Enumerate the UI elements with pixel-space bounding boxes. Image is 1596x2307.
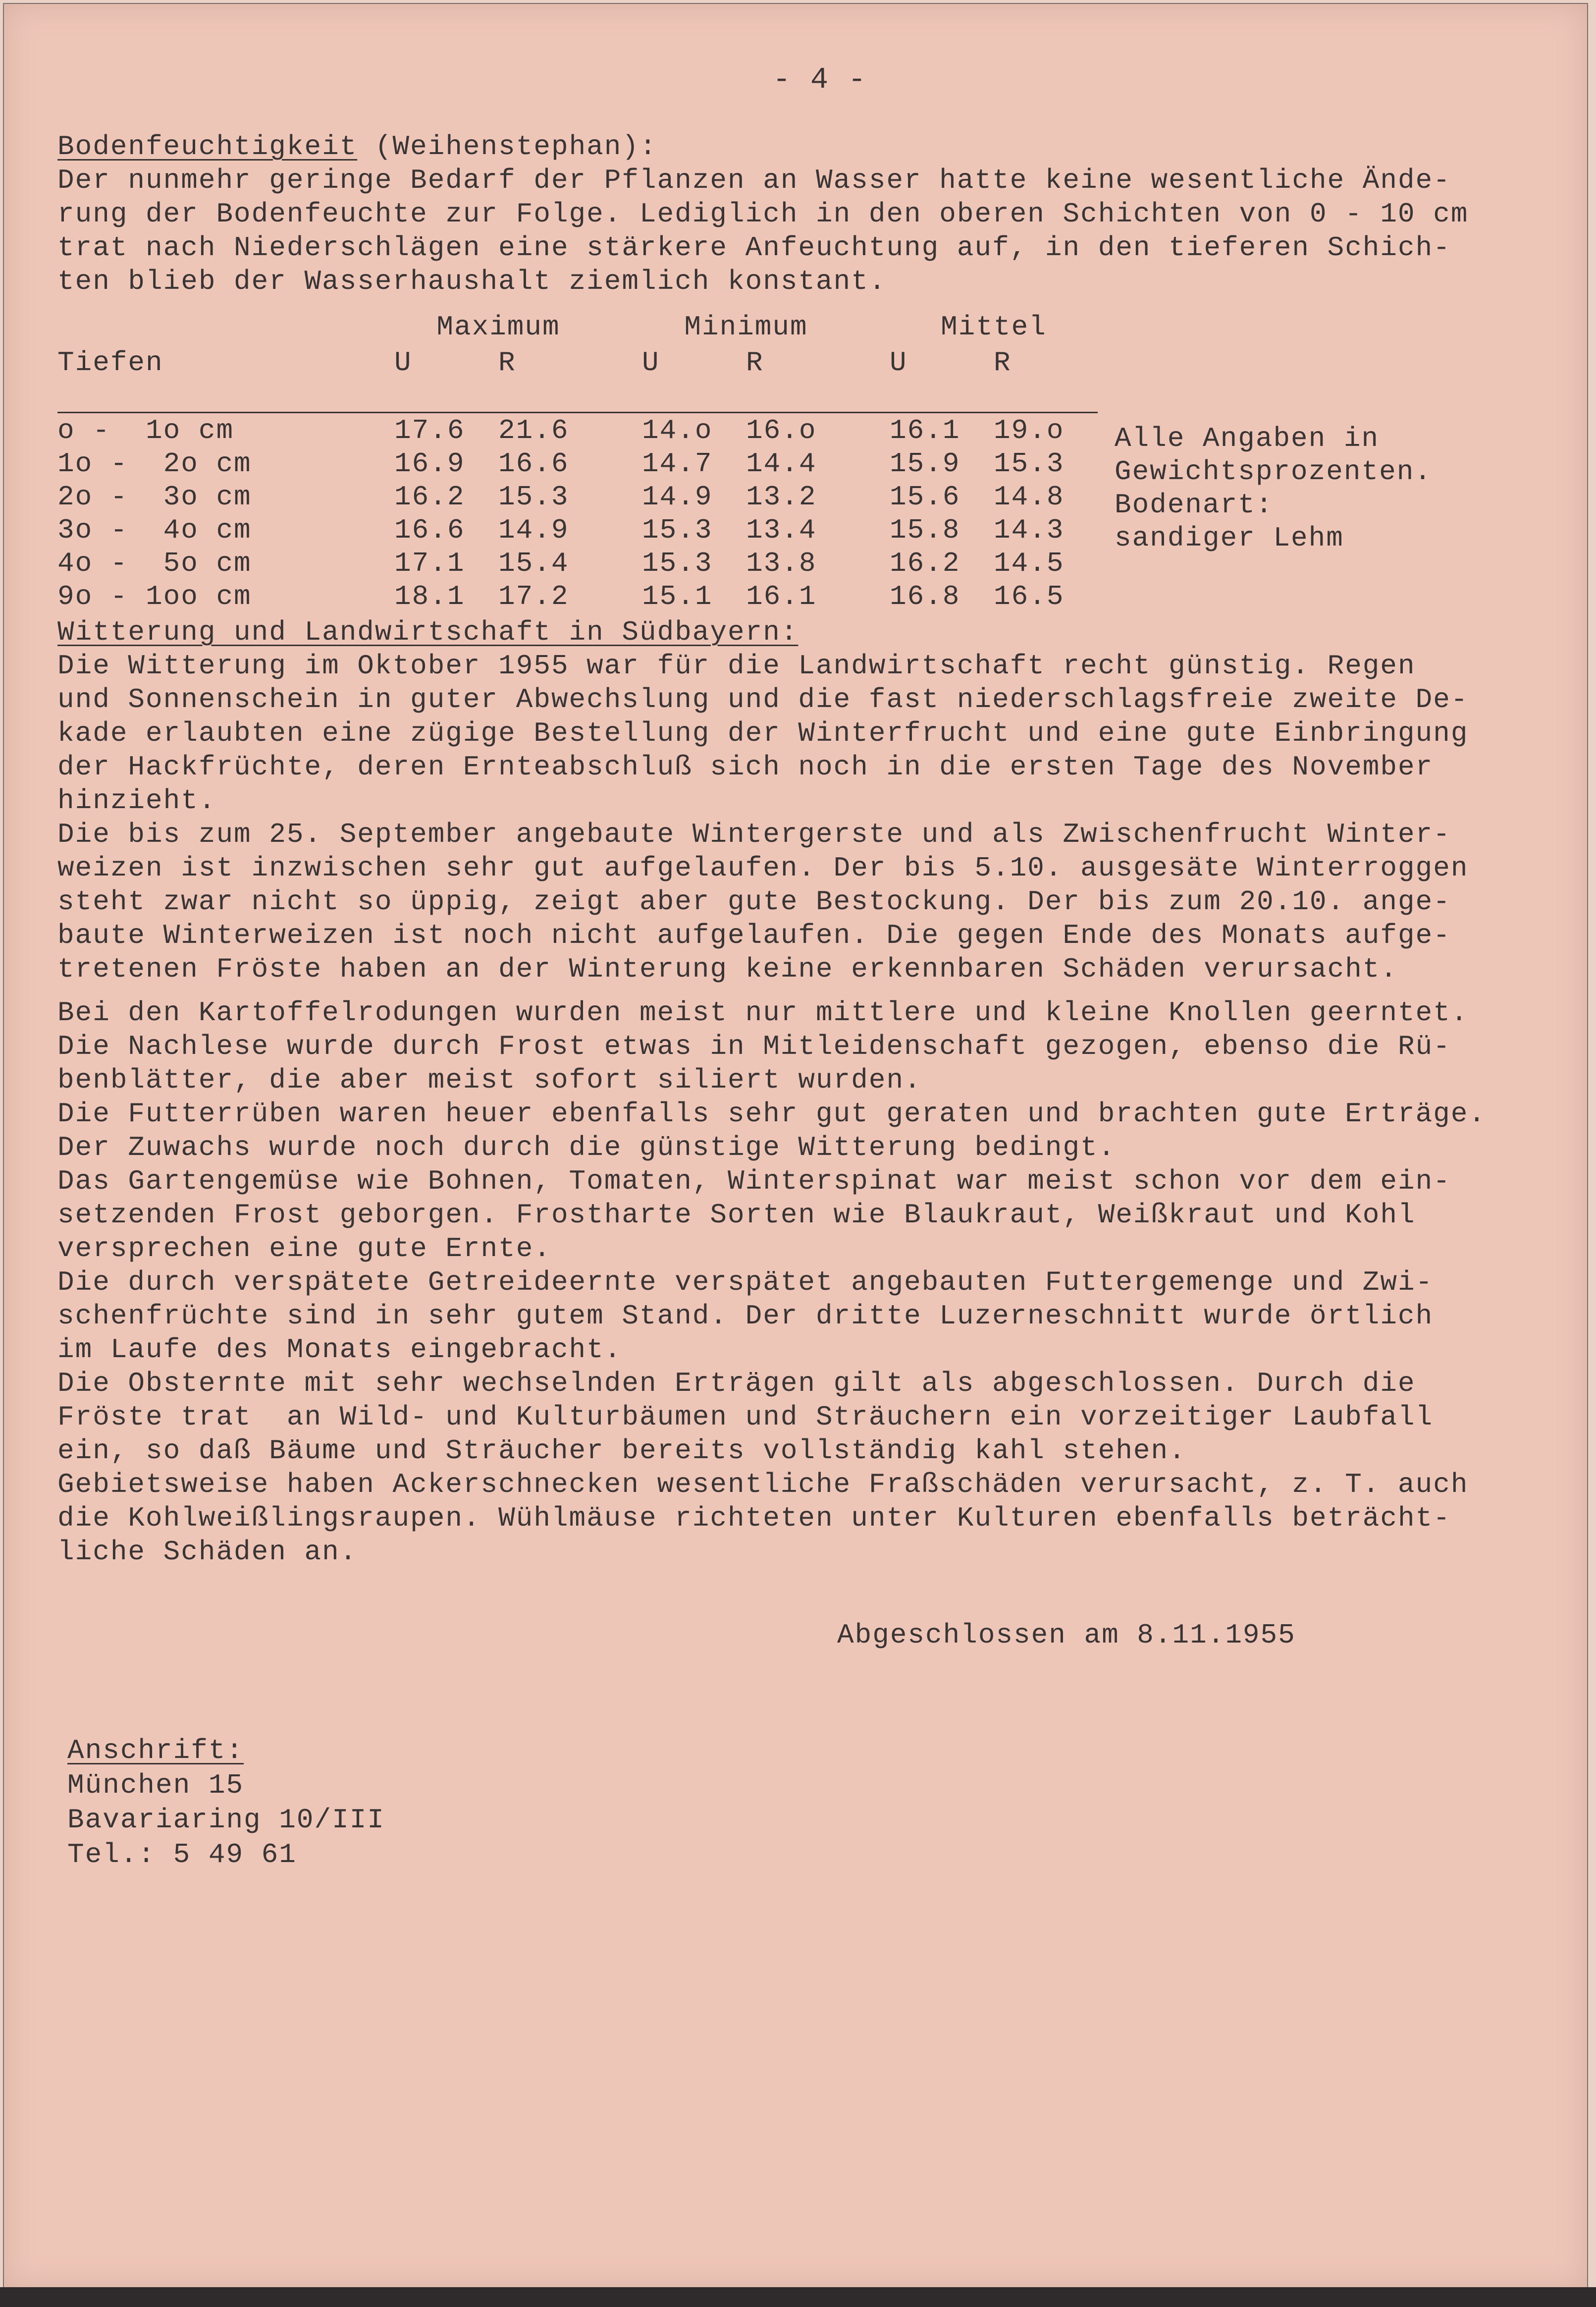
text-line: schenfrüchte sind in sehr gutem Stand. Der dritte Luzerneschnitt wurde örtlich bbox=[57, 1300, 1434, 1332]
table-row bbox=[57, 480, 1098, 513]
address-line: Bavariaring 10/III bbox=[67, 1804, 385, 1836]
text-line: Die Nachlese wurde durch Frost etwas in Mitleidenschaft gezogen, ebenso die Rü- bbox=[57, 1031, 1451, 1062]
text-line: der Hackfrüchte, deren Ernteabschluß sich noch in die ersten Tage des November bbox=[57, 751, 1434, 783]
closing-date: Abgeschlossen am 8.11.1955 bbox=[837, 1619, 1296, 1651]
table-row bbox=[57, 413, 1098, 447]
value-cell: 15.3 bbox=[642, 548, 713, 579]
table-row bbox=[57, 513, 1098, 546]
text-line: baute Winterweizen ist noch nicht aufgelaufen. Die gegen Ende des Monats aufge- bbox=[57, 920, 1451, 951]
address-line: München 15 bbox=[67, 1769, 244, 1801]
text-line: Bei den Kartoffelrodungen wurden meist nur mittlere und kleine Knollen geerntet. bbox=[57, 997, 1469, 1029]
value-cell: 16.9 bbox=[394, 448, 465, 480]
table-note: Alle Angaben in bbox=[1115, 423, 1380, 454]
soil-moisture-heading-line bbox=[57, 130, 1543, 164]
value-cell: 16.2 bbox=[394, 481, 465, 513]
value-cell: 16.2 bbox=[890, 548, 960, 579]
value-cell: 18.1 bbox=[394, 581, 465, 612]
value-cell: 15.3 bbox=[498, 481, 569, 513]
value-cell: 15.6 bbox=[890, 481, 960, 513]
text-line: weizen ist inzwischen sehr gut aufgelaufen. Der bis 5.10. ausgesäte Winterroggen bbox=[57, 852, 1469, 884]
value-cell: 15.4 bbox=[498, 548, 569, 579]
value-cell: 15.3 bbox=[994, 448, 1064, 480]
value-cell: 15.3 bbox=[642, 514, 713, 546]
soil-moisture-heading-suffix: (Weihenstephan): bbox=[357, 131, 657, 163]
depth-cell: 1o - 2o cm bbox=[57, 448, 252, 480]
text-line: rung der Bodenfeuchte zur Folge. Lediglich in den oberen Schichten von 0 - 10 cm bbox=[57, 198, 1469, 230]
text-line: im Laufe des Monats eingebracht. bbox=[57, 1334, 622, 1366]
table-note: sandiger Lehm bbox=[1115, 522, 1344, 554]
text-line: ten blieb der Wasserhaushalt ziemlich konstant. bbox=[57, 266, 887, 297]
value-cell: 15.9 bbox=[890, 448, 960, 480]
value-cell: 17.1 bbox=[394, 548, 465, 579]
value-cell: 15.1 bbox=[642, 581, 713, 612]
value-cell: 16.6 bbox=[498, 448, 569, 480]
table-sub-header-row bbox=[57, 343, 1098, 379]
value-cell: 14.3 bbox=[994, 514, 1064, 546]
depth-cell: 4o - 5o cm bbox=[57, 548, 252, 579]
value-cell: 14.9 bbox=[642, 481, 713, 513]
value-cell: 13.4 bbox=[746, 514, 817, 546]
address-line: Tel.: 5 49 61 bbox=[67, 1839, 297, 1870]
value-cell: 16.5 bbox=[994, 581, 1064, 612]
depth-cell: 9o - 1oo cm bbox=[57, 581, 252, 612]
text-line: setzenden Frost geborgen. Frostharte Sorten wie Blaukraut, Weißkraut und Kohl bbox=[57, 1199, 1416, 1231]
value-cell: 14.4 bbox=[746, 448, 817, 480]
sub-header: R bbox=[498, 347, 516, 379]
value-cell: 15.8 bbox=[890, 514, 960, 546]
sub-header: U bbox=[890, 347, 907, 379]
soil-moisture-table bbox=[57, 307, 1098, 612]
text-line: kade erlaubten eine zügige Bestellung der Winterfrucht und eine gute Einbringung bbox=[57, 717, 1469, 749]
text-line: Die bis zum 25. September angebaute Wintergerste und als Zwischenfrucht Winter- bbox=[57, 819, 1451, 850]
table-row bbox=[57, 546, 1098, 579]
text-line: versprechen eine gute Ernte. bbox=[57, 1233, 551, 1264]
value-cell: 16.6 bbox=[394, 514, 465, 546]
text-line: Das Gartengemüse wie Bohnen, Tomaten, Winterspinat war meist schon vor dem ein- bbox=[57, 1165, 1451, 1197]
value-cell: 14.o bbox=[642, 415, 713, 446]
page-number: - 4 - bbox=[773, 63, 867, 97]
value-cell: 17.2 bbox=[498, 581, 569, 612]
table-row bbox=[57, 579, 1098, 612]
text-line: ein, so daß Bäume und Sträucher bereits vollständig kahl stehen. bbox=[57, 1435, 1186, 1467]
text-line: und Sonnenschein in guter Abwechslung und die fast niederschlagsfreie zweite De- bbox=[57, 684, 1469, 715]
value-cell: 14.5 bbox=[994, 548, 1064, 579]
value-cell: 13.8 bbox=[746, 548, 817, 579]
text-line: Die Obsternte mit sehr wechselnden Erträgen gilt als abgeschlossen. Durch die bbox=[57, 1368, 1416, 1399]
group-header-mittel: Mittel bbox=[941, 311, 1047, 343]
value-cell: 13.2 bbox=[746, 481, 817, 513]
text-line: tretenen Fröste haben an der Winterung keine erkennbaren Schäden verursacht. bbox=[57, 953, 1398, 985]
text-line: benblätter, die aber meist sofort siliert wurden. bbox=[57, 1064, 922, 1096]
table-note: Gewichtsprozenten. bbox=[1115, 456, 1432, 488]
table-note: Bodenart: bbox=[1115, 489, 1274, 521]
value-cell: 16.o bbox=[746, 415, 817, 446]
address-block bbox=[67, 1733, 385, 1872]
value-cell: 16.8 bbox=[890, 581, 960, 612]
scan-border bbox=[0, 2287, 1596, 2307]
text-line: Fröste trat an Wild- und Kulturbäumen und Sträuchern ein vorzeitiger Laubfall bbox=[57, 1401, 1434, 1433]
address-heading: Anschrift: bbox=[67, 1735, 244, 1766]
soil-moisture-heading: Bodenfeuchtigkeit bbox=[57, 131, 358, 163]
value-cell: 16.1 bbox=[890, 415, 960, 446]
text-line: Die Witterung im Oktober 1955 war für die Landwirtschaft recht günstig. Regen bbox=[57, 650, 1416, 682]
depth-cell: o - 1o cm bbox=[57, 415, 234, 446]
sub-header: U bbox=[642, 347, 660, 379]
depth-header: Tiefen bbox=[57, 347, 163, 379]
value-cell: 21.6 bbox=[498, 415, 569, 446]
value-cell: 14.9 bbox=[498, 514, 569, 546]
text-line: trat nach Niederschlägen eine stärkere Anfeuchtung auf, in den tieferen Schich- bbox=[57, 232, 1451, 264]
table-row bbox=[57, 446, 1098, 480]
weather-section-continued bbox=[57, 996, 1543, 1569]
text-line: Der nunmehr geringe Bedarf der Pflanzen an Wasser hatte keine wesentliche Ände- bbox=[57, 165, 1451, 196]
value-cell: 17.6 bbox=[394, 415, 465, 446]
sub-header: R bbox=[994, 347, 1011, 379]
group-header-maximum: Maximum bbox=[436, 311, 560, 343]
weather-heading: Witterung und Landwirtschaft in Südbayern: bbox=[57, 616, 798, 648]
sub-header: U bbox=[394, 347, 412, 379]
text-line: Die durch verspätete Getreideernte verspätet angebauten Futtergemenge und Zwi- bbox=[57, 1266, 1434, 1298]
text-line: die Kohlweißlingsraupen. Wühlmäuse richteten unter Kulturen ebenfalls beträcht- bbox=[57, 1502, 1451, 1534]
group-header-minimum: Minimum bbox=[684, 311, 808, 343]
text-line: hinzieht. bbox=[57, 785, 216, 817]
text-line: liche Schäden an. bbox=[57, 1536, 358, 1568]
table-header-rule bbox=[57, 379, 1098, 413]
text-line: Gebietsweise haben Ackerschnecken wesentliche Fraßschäden verursacht, z. T. auch bbox=[57, 1469, 1469, 1500]
value-cell: 19.o bbox=[994, 415, 1064, 446]
value-cell: 14.7 bbox=[642, 448, 713, 480]
weather-section bbox=[57, 615, 1543, 986]
depth-cell: 3o - 4o cm bbox=[57, 514, 252, 546]
text-line: steht zwar nicht so üppig, zeigt aber gute Bestockung. Der bis zum 20.10. ange- bbox=[57, 886, 1451, 918]
value-cell: 16.1 bbox=[746, 581, 817, 612]
depth-cell: 2o - 3o cm bbox=[57, 481, 252, 513]
soil-moisture-section bbox=[57, 130, 1543, 298]
table-group-header-row bbox=[57, 307, 1098, 343]
sub-header: R bbox=[746, 347, 764, 379]
text-line: Die Futterrüben waren heuer ebenfalls sehr gut geraten und brachten gute Erträge. bbox=[57, 1098, 1487, 1130]
value-cell: 14.8 bbox=[994, 481, 1064, 513]
text-line: Der Zuwachs wurde noch durch die günstige Witterung bedingt. bbox=[57, 1132, 1116, 1163]
